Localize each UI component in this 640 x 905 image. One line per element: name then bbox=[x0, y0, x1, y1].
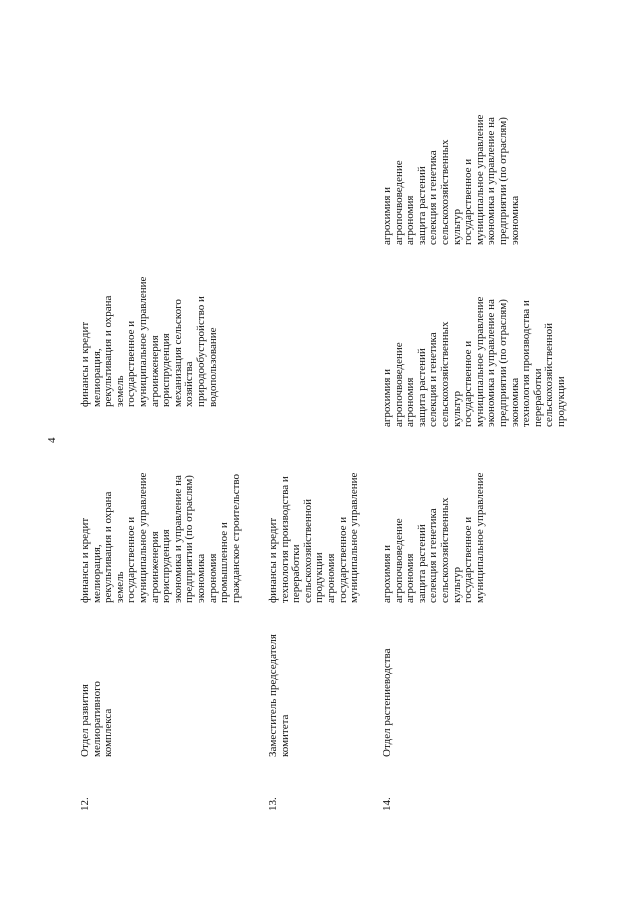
cell-line: агропочвоведение bbox=[392, 342, 405, 427]
row-number: 14. bbox=[381, 797, 393, 811]
cell-line: юриспруденция bbox=[160, 333, 173, 407]
cell-line: промышленное и bbox=[218, 522, 231, 603]
cell-line: предприятии (по отраслям) bbox=[496, 299, 509, 427]
cell-line: селекция и генетика bbox=[427, 150, 440, 245]
cell-line: селекция и генетика bbox=[427, 332, 440, 427]
cell-line: агрономия bbox=[404, 553, 417, 603]
page-number: 4 bbox=[46, 437, 58, 443]
cell-line: предприятии (по отраслям) bbox=[496, 117, 509, 245]
cell-line: агроинженерия bbox=[148, 531, 161, 603]
cell-line: селекция и генетика bbox=[427, 508, 440, 603]
cell-line: экономика bbox=[508, 377, 521, 427]
cell-line: юриспруденция bbox=[160, 529, 173, 603]
cell-line: экономика bbox=[194, 553, 207, 603]
cell-line: культур bbox=[450, 391, 463, 427]
cell-line: агропочвоведение bbox=[392, 518, 405, 603]
cell-line: технология производства и bbox=[278, 476, 291, 603]
cell-line: государственное и bbox=[125, 516, 138, 603]
specialties-col5 bbox=[382, 115, 521, 245]
cell-line: технология производства и bbox=[520, 300, 533, 427]
cell-line: водопользование bbox=[206, 327, 219, 407]
cell-line: сельскохозяйственных bbox=[438, 497, 451, 603]
unit-name bbox=[382, 649, 394, 757]
cell-line: комитета bbox=[278, 714, 291, 757]
cell-line: финансы и кредит bbox=[79, 517, 91, 603]
cell-line: экономика и управление на bbox=[485, 117, 498, 245]
cell-line: муниципальное управление bbox=[136, 472, 149, 603]
cell-line: мелиорация, bbox=[90, 544, 103, 603]
cell-line: переработки bbox=[531, 368, 544, 427]
cell-line: Отдел развития bbox=[79, 684, 91, 757]
cell-line: государственное и bbox=[462, 516, 475, 603]
cell-line: финансы и кредит bbox=[79, 321, 91, 407]
cell-line: муниципальное управление bbox=[473, 472, 486, 603]
cell-line: земель bbox=[113, 375, 126, 407]
cell-line: культур bbox=[450, 567, 463, 603]
cell-line: переработки bbox=[290, 544, 303, 603]
unit-name bbox=[80, 681, 115, 757]
cell-line: агрохимия и bbox=[381, 544, 393, 603]
cell-line: сельскохозяйственных bbox=[438, 321, 451, 427]
cell-line: предприятии (по отраслям) bbox=[183, 475, 196, 603]
cell-line: сельскохозяйственной bbox=[301, 498, 314, 603]
cell-line: агрохимия и bbox=[381, 186, 393, 245]
specialties-col3 bbox=[382, 473, 486, 603]
cell-line: гражданское строительство bbox=[229, 473, 242, 603]
cell-line: агроинженерия bbox=[148, 335, 161, 407]
cell-line: муниципальное управление bbox=[473, 296, 486, 427]
cell-line: продукции bbox=[313, 552, 326, 603]
cell-line: муниципальное управление bbox=[473, 114, 486, 245]
cell-line: агрономия bbox=[324, 553, 337, 603]
specialties-col3 bbox=[268, 473, 361, 603]
cell-line: защита растений bbox=[415, 166, 428, 245]
cell-line: агрономия bbox=[206, 553, 219, 603]
cell-line: сельскохозяйственной bbox=[543, 322, 556, 427]
cell-line: рекультивация и охрана bbox=[102, 295, 115, 407]
row-number: 13. bbox=[267, 797, 279, 811]
cell-line: Отдел растениеводства bbox=[381, 648, 393, 757]
cell-line: Заместитель председателя bbox=[267, 634, 279, 757]
cell-line: муниципальное управление bbox=[136, 276, 149, 407]
specialties-col3 bbox=[80, 473, 242, 603]
cell-line: агропочвоведение bbox=[392, 160, 405, 245]
cell-line: защита растений bbox=[415, 348, 428, 427]
cell-line: хозяйства bbox=[183, 361, 196, 407]
cell-line: земель bbox=[113, 571, 126, 603]
cell-line: экономика bbox=[508, 195, 521, 245]
cell-line: экономика и управление на bbox=[485, 299, 498, 427]
cell-line: финансы и кредит bbox=[267, 517, 279, 603]
cell-line: муниципальное управление bbox=[348, 472, 361, 603]
cell-line: экономика и управление на bbox=[171, 475, 184, 603]
cell-line: рекультивация и охрана bbox=[102, 491, 115, 603]
cell-line: продукции bbox=[554, 376, 567, 427]
cell-line: защита растений bbox=[415, 524, 428, 603]
specialties-col4 bbox=[80, 277, 219, 407]
cell-line: агрономия bbox=[404, 377, 417, 427]
cell-line: сельскохозяйственных bbox=[438, 139, 451, 245]
cell-line: мелиорация, bbox=[90, 348, 103, 407]
unit-name bbox=[268, 634, 291, 757]
cell-line: государственное и bbox=[336, 516, 349, 603]
cell-line: культур bbox=[450, 209, 463, 245]
row-number: 12. bbox=[79, 797, 91, 811]
cell-line: агрохимия и bbox=[381, 368, 393, 427]
cell-line: мелиоративного bbox=[90, 681, 103, 757]
cell-line: комплекса bbox=[102, 708, 115, 757]
cell-line: природообустройство и bbox=[194, 296, 207, 407]
cell-line: государственное и bbox=[125, 320, 138, 407]
cell-line: государственное и bbox=[462, 158, 475, 245]
cell-line: агрономия bbox=[404, 195, 417, 245]
cell-line: механизация сельского bbox=[171, 299, 184, 407]
specialties-col4 bbox=[382, 297, 568, 427]
cell-line: государственное и bbox=[462, 340, 475, 427]
